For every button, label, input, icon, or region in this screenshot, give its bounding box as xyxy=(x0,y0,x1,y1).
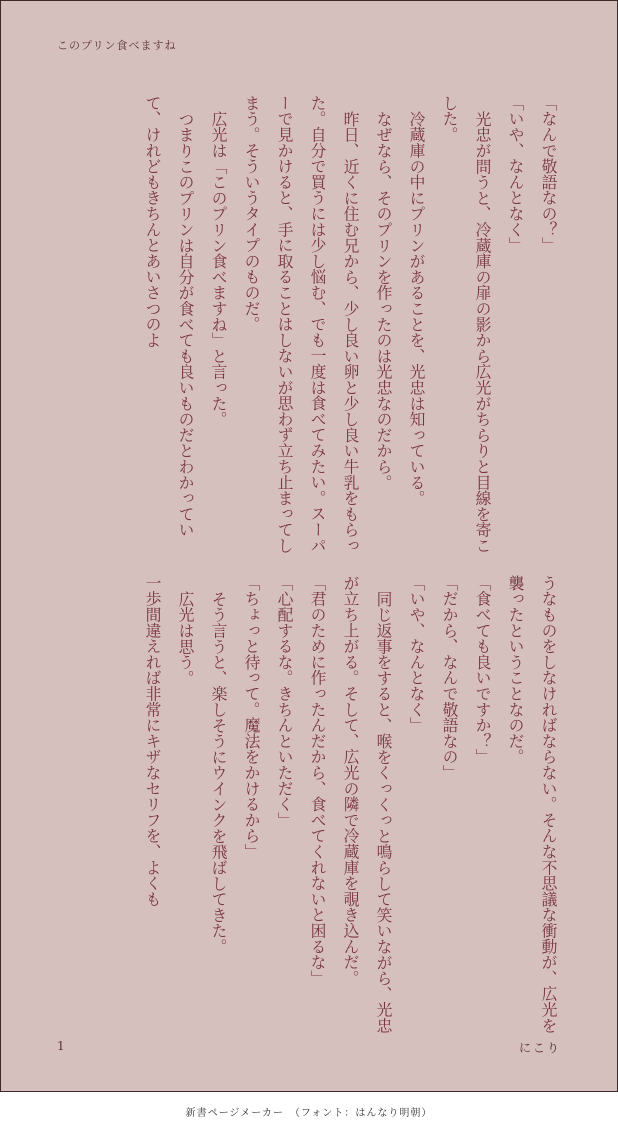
page-title: このプリン食べますね xyxy=(57,39,177,52)
paragraph: 広光は「このプリン食べますね」と言った。 xyxy=(209,110,228,427)
paragraph: 「食べても良いですか？」 xyxy=(473,575,492,765)
paragraph: 「だから、なんで敬語なの」 xyxy=(440,575,459,781)
author-name: にこり xyxy=(518,1041,561,1055)
paragraph: 「なんで敬語なの？」 xyxy=(539,95,558,253)
paragraph: 「君のために作ったんだから、食べてくれないと困るな」 xyxy=(308,575,327,986)
text-block-top xyxy=(51,95,565,565)
paragraph: なぜなら、そのプリンを作ったのは光忠なのだから。 xyxy=(374,110,393,490)
paragraph: 昨日、近くに住む兄から、少し良い卵と少し良い牛乳をもらった。自分で買うには少し悩む、でも一度は食べてみたい。スーパーで見かけると、手に取ることはしないが思わず立ち止まってしまう。そういうタイプのものだ。 xyxy=(242,95,360,554)
paragraph: 「心配するな。きちんといただく」 xyxy=(275,575,294,828)
paragraph: 広光は思う。 xyxy=(176,590,195,686)
paragraph: 光忠が問うと、冷蔵庫の扉の影から広光がちらりと目線を寄こした。 xyxy=(440,95,492,554)
credit-line: 新書ページメーカー （フォント：はんなり明朝） xyxy=(185,1108,433,1119)
paragraph: うなものをしなければならない。そんな不思議な衝動が、広光を襲ったということなのだ。 xyxy=(506,575,558,1034)
paragraph: 冷蔵庫の中にプリンがあることを、光忠は知っている。 xyxy=(407,110,426,506)
page-number: 1 xyxy=(57,1039,65,1053)
paragraph: つまりこのプリンは自分が食べても良いものだとわかっていて、けれどもきちんとあいさつのよ xyxy=(143,95,195,538)
paragraph: 「ちょっと待って。魔法をかけるから」 xyxy=(242,575,261,860)
paragraph: 「いや、なんとなく」 xyxy=(506,95,525,253)
paragraph: そう言うと、楽しそうにウインクを飛ばしてきた。 xyxy=(209,590,228,955)
paragraph: 一歩間違えれば非常にキザなセリフを、よくも xyxy=(143,575,162,907)
paragraph: 同じ返事をすると、喉をくっくっと鳴らして笑いながら、光忠が立ち上がる。そして、広光の隣で冷蔵庫を覗き込んだ。 xyxy=(341,575,393,1034)
text-block-bottom xyxy=(51,575,565,1045)
paragraph: 「いや、なんとなく」 xyxy=(407,575,426,733)
